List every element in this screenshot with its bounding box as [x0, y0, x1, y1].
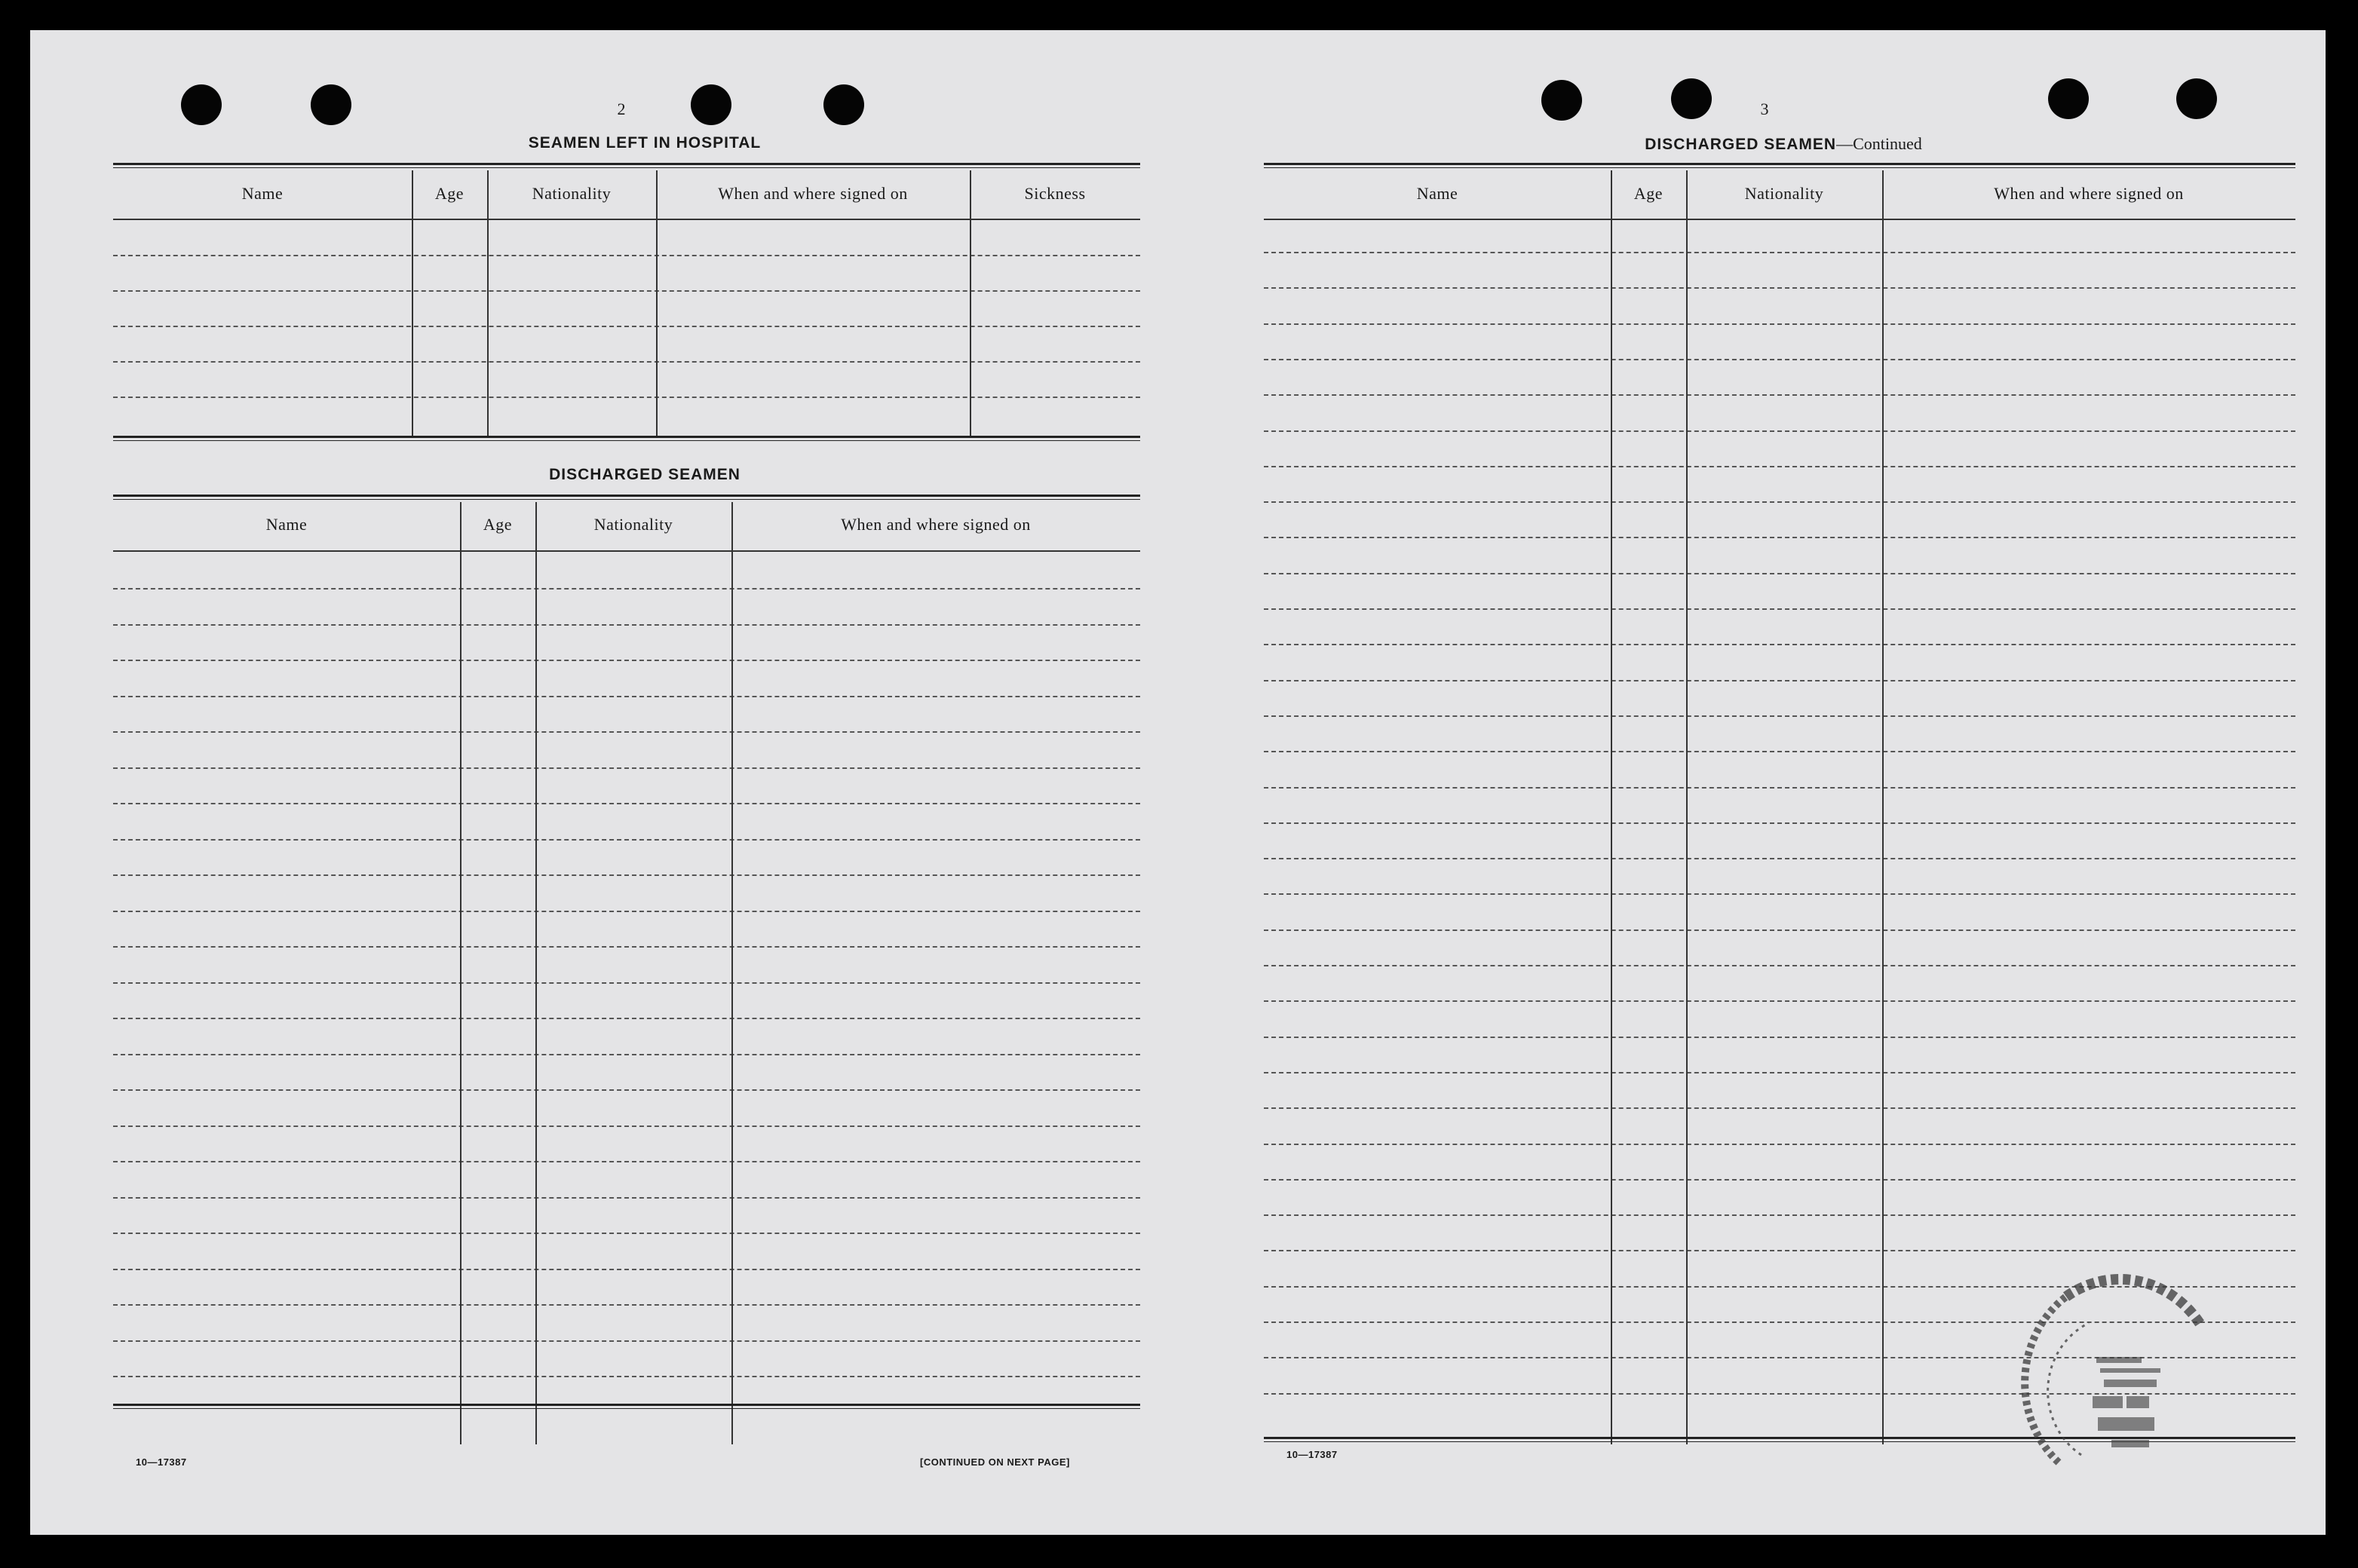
table-row: [1264, 287, 2295, 289]
table-row: [1264, 1037, 2295, 1038]
discharged-continued-title-text: DISCHARGED SEAMEN: [1645, 136, 1837, 153]
table-row: [113, 946, 1140, 948]
table-row: [113, 767, 1140, 769]
column-header: Age: [483, 515, 513, 534]
table-row: [1264, 323, 2295, 325]
table-row: [113, 1089, 1140, 1091]
ink-stamp-icon: [2013, 1266, 2225, 1493]
punch-hole-icon: [691, 84, 731, 125]
table-row: [113, 1197, 1140, 1199]
hospital-table-top-rule: [113, 163, 1140, 168]
table-row: [1264, 394, 2295, 396]
column-divider: [412, 170, 413, 437]
table-row: [1264, 359, 2295, 360]
column-divider: [1611, 170, 1612, 1444]
right-header-rule: [1264, 219, 2295, 220]
column-divider: [970, 170, 971, 437]
continued-on-next-page-note: [CONTINUED ON NEXT PAGE]: [920, 1456, 1070, 1468]
table-row: [1264, 573, 2295, 574]
table-row: [1264, 1072, 2295, 1073]
column-header: Age: [434, 184, 465, 203]
table-row: [1264, 252, 2295, 253]
table-row: [113, 803, 1140, 804]
table-row: [1264, 1214, 2295, 1216]
table-row: [1264, 1000, 2295, 1002]
table-row: [1264, 893, 2295, 895]
table-row: [1264, 466, 2295, 467]
column-header: Age: [1633, 184, 1663, 203]
table-row: [113, 1054, 1140, 1055]
column-header: When and where signed on: [1994, 184, 2184, 203]
discharged-continued-title: [1305, 134, 2262, 154]
left-page-number: 2: [617, 100, 626, 118]
column-header: Nationality: [1744, 184, 1824, 203]
column-divider: [731, 502, 733, 1444]
table-row: [1264, 929, 2295, 931]
table-row: [1264, 751, 2295, 752]
table-row: [1264, 608, 2295, 610]
table-row: [113, 696, 1140, 697]
column-header: Sickness: [1024, 184, 1086, 203]
punch-hole-icon: [181, 84, 222, 125]
table-row: [1264, 965, 2295, 966]
table-row: [113, 588, 1140, 590]
table-row: [113, 982, 1140, 984]
column-header: Name: [265, 515, 308, 534]
hospital-header-rule: [113, 219, 1140, 220]
column-header: Nationality: [593, 515, 673, 534]
table-row: [113, 911, 1140, 912]
punch-hole-icon: [2176, 78, 2217, 119]
table-row: [1264, 822, 2295, 824]
table-row: [113, 1269, 1140, 1270]
table-row: [113, 1233, 1140, 1234]
table-row: [113, 361, 1140, 363]
document-sheet: [30, 30, 2326, 1535]
punch-hole-icon: [1541, 80, 1582, 121]
column-header: Name: [1416, 184, 1458, 203]
punch-hole-icon: [311, 84, 351, 125]
table-row: [1264, 1144, 2295, 1145]
table-row: [1264, 858, 2295, 859]
discharged-table-bottom-rule: [113, 1404, 1140, 1409]
table-row: [113, 290, 1140, 292]
right-form-number: 10—17387: [1286, 1449, 1338, 1460]
discharged-header-rule: [113, 550, 1140, 552]
table-row: [1264, 430, 2295, 432]
column-divider: [1686, 170, 1688, 1444]
table-row: [1264, 644, 2295, 645]
table-row: [113, 660, 1140, 661]
table-row: [113, 1018, 1140, 1019]
continued-suffix: —Continued: [1836, 134, 1922, 153]
table-row: [1264, 1250, 2295, 1251]
table-row: [113, 1125, 1140, 1127]
table-row: [113, 874, 1140, 876]
discharged-section-title: DISCHARGED SEAMEN: [549, 466, 741, 483]
table-row: [113, 1161, 1140, 1162]
column-header: Name: [241, 184, 284, 203]
table-row: [113, 624, 1140, 626]
right-table-top-rule: [1264, 163, 2295, 168]
column-divider: [460, 502, 461, 1444]
column-divider: [1882, 170, 1884, 1444]
table-row: [1264, 1179, 2295, 1181]
table-row: [113, 326, 1140, 327]
punch-hole-icon: [823, 84, 864, 125]
table-row: [1264, 787, 2295, 789]
column-divider: [535, 502, 537, 1444]
table-row: [1264, 715, 2295, 717]
discharged-table-top-rule: [113, 495, 1140, 500]
table-row: [113, 1304, 1140, 1306]
column-divider: [487, 170, 489, 437]
punch-hole-icon: [2048, 78, 2089, 119]
table-row: [113, 1340, 1140, 1342]
table-row: [113, 397, 1140, 398]
table-row: [113, 839, 1140, 841]
table-row: [113, 1376, 1140, 1377]
column-header: Nationality: [532, 184, 612, 203]
hospital-section-title: SEAMEN LEFT IN HOSPITAL: [528, 134, 762, 152]
table-row: [1264, 680, 2295, 681]
table-row: [1264, 537, 2295, 538]
column-divider: [656, 170, 658, 437]
hospital-table-bottom-rule: [113, 436, 1140, 441]
column-header: When and where signed on: [718, 184, 908, 203]
table-row: [113, 731, 1140, 733]
punch-hole-icon: [1671, 78, 1712, 119]
table-row: [113, 255, 1140, 256]
left-form-number: 10—17387: [136, 1456, 187, 1468]
column-header: When and where signed on: [841, 515, 1031, 534]
right-page-number: 3: [1760, 100, 1769, 118]
table-row: [1264, 1107, 2295, 1109]
table-row: [1264, 501, 2295, 503]
